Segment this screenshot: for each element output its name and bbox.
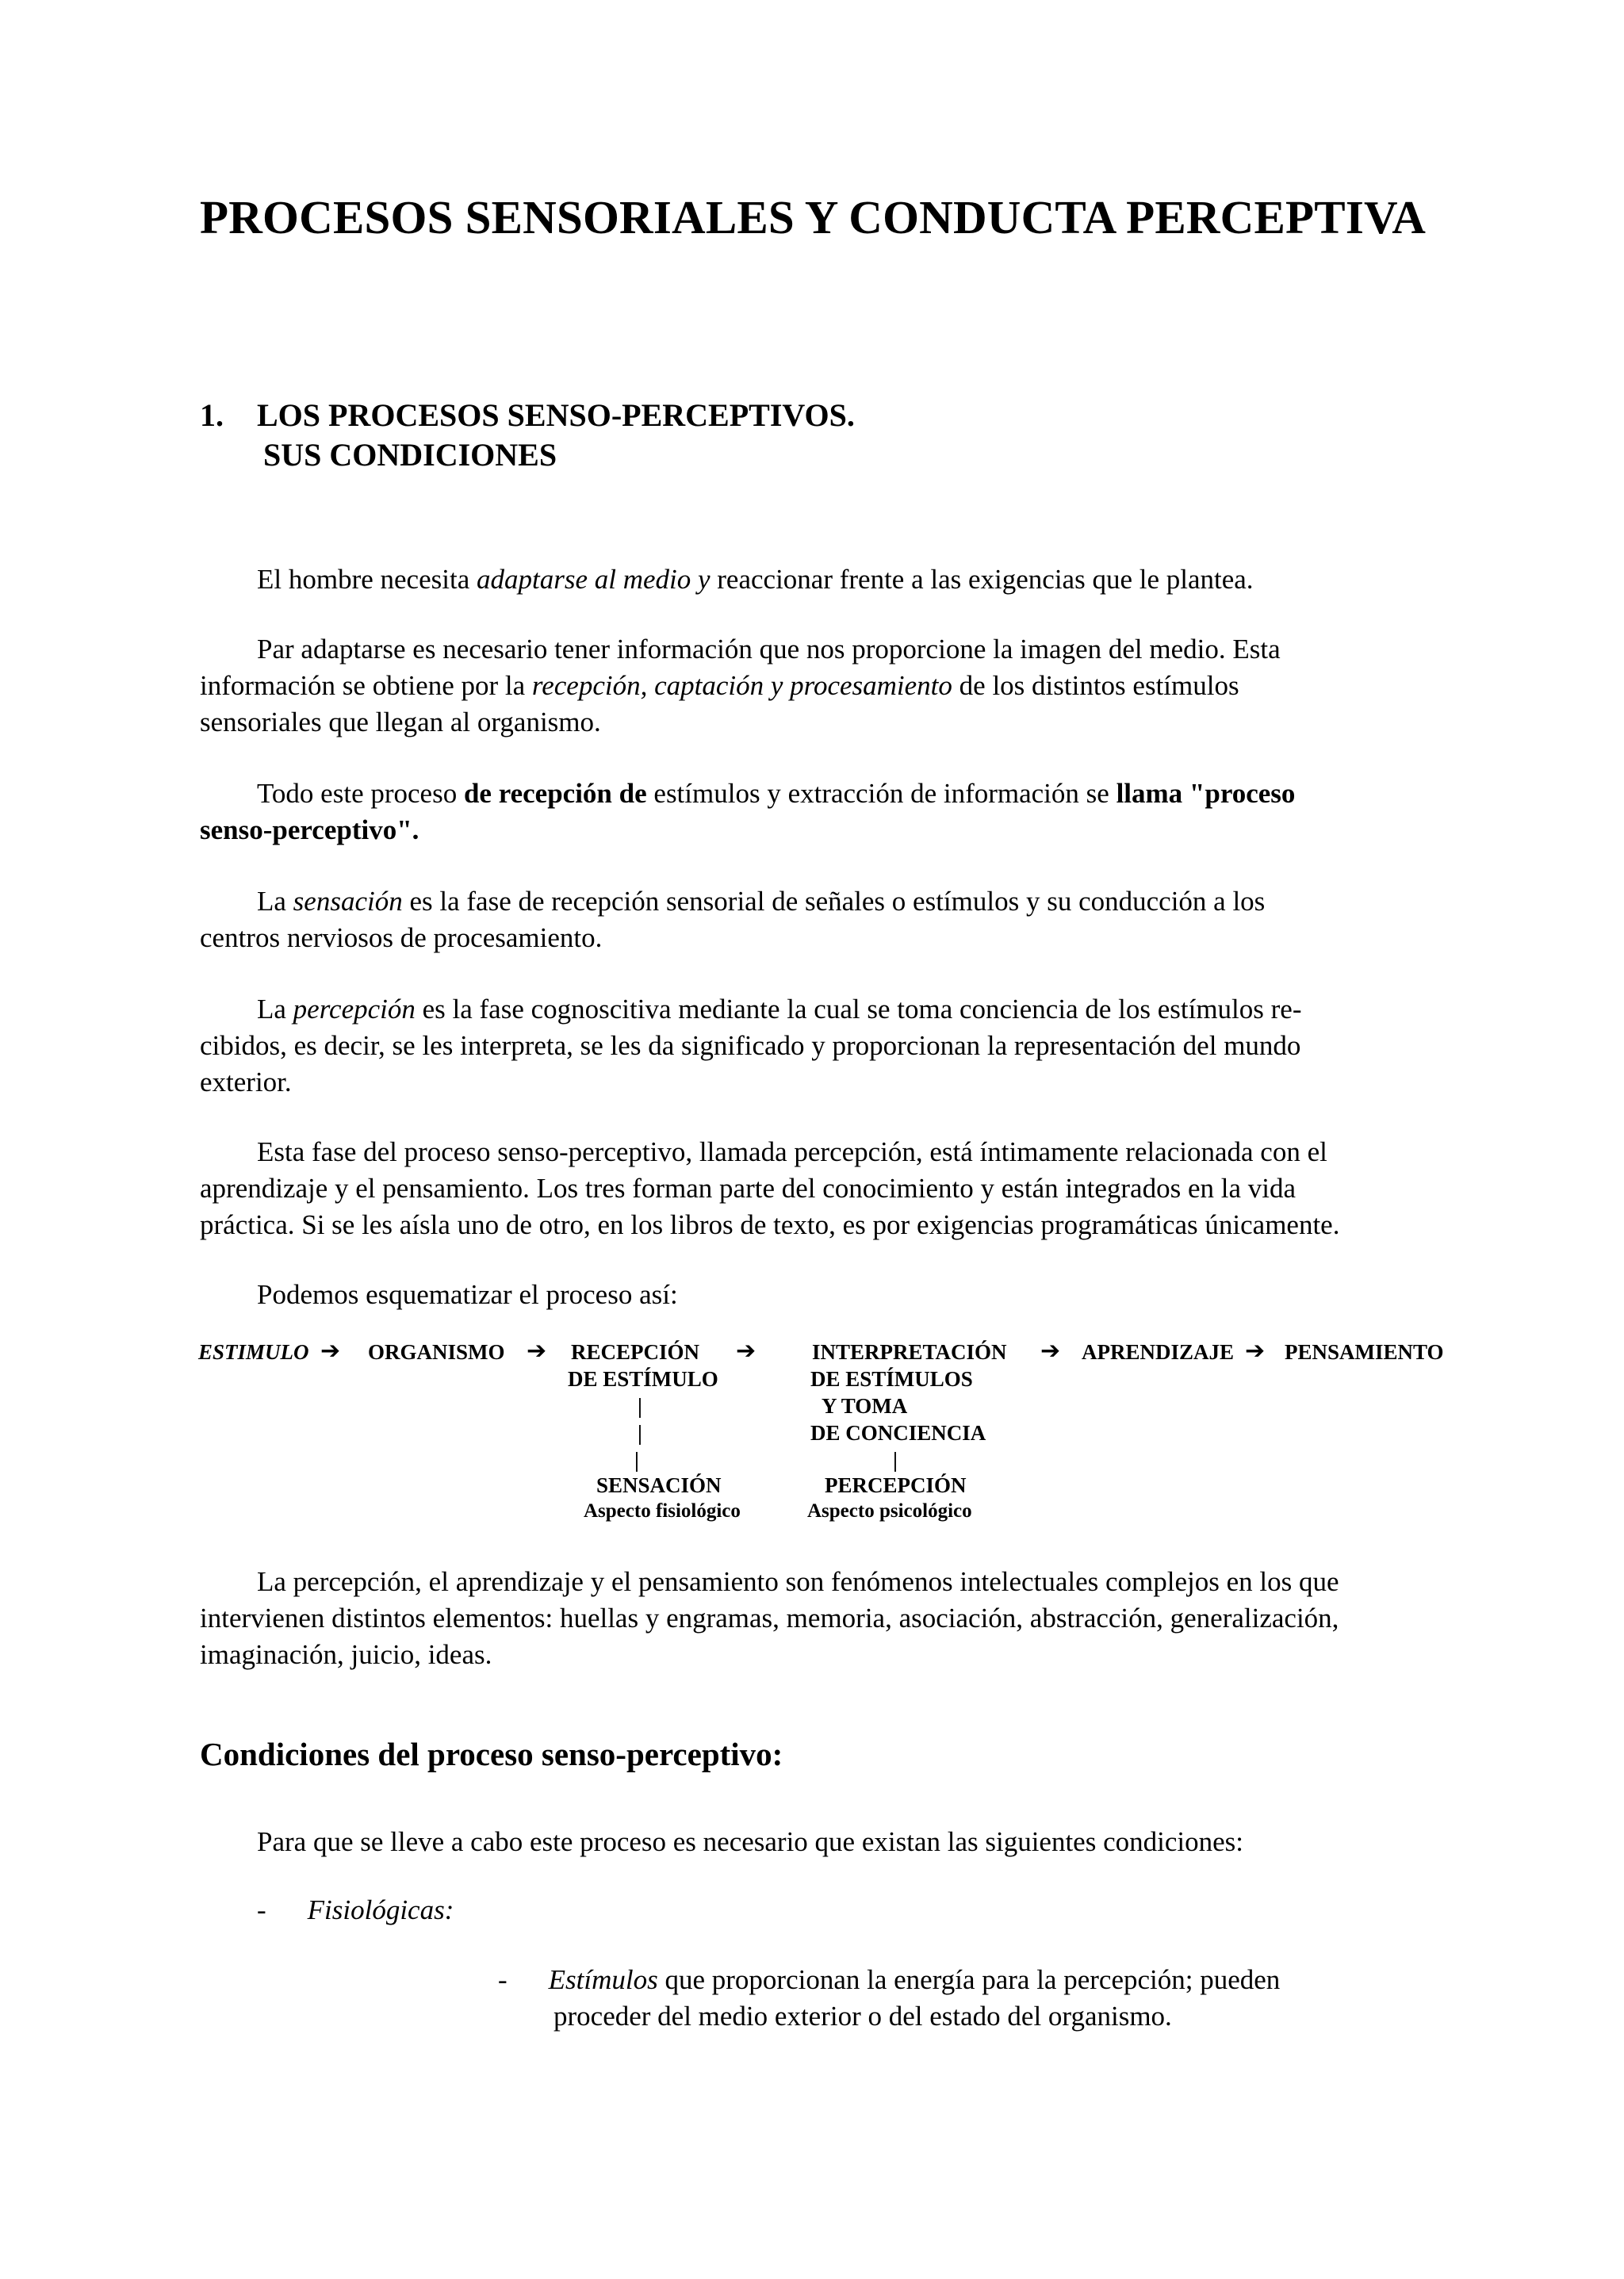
bold-run: de recepción de [463, 778, 647, 809]
list-dash: - [498, 1964, 508, 1995]
sub-list-item [498, 1962, 1450, 2035]
text-line: sensoriales que llegan al organismo. [200, 707, 601, 737]
arrow-icon: ➔ [320, 1337, 341, 1365]
text-run: Todo este proceso [257, 778, 464, 809]
text-line: Podemos esquematizar el proceso así: [257, 1279, 678, 1310]
paragraph-5 [200, 991, 1437, 1101]
diagram-organismo: ORGANISMO [368, 1340, 505, 1364]
arrow-icon: ➔ [527, 1337, 547, 1365]
diagram-aspecto-fisiologico: Aspecto fisiológico [584, 1500, 741, 1522]
italic-run: adaptarse al medio y [476, 564, 710, 595]
arrow-icon: ➔ [1245, 1337, 1266, 1365]
text-line: Esta fase del proceso senso-perceptivo, llamada percepción, está íntimamente relacionada con el [257, 1136, 1327, 1167]
text-line: Para que se lleve a cabo este proceso es necesario que existan las siguientes condiciones: [257, 1826, 1243, 1857]
text-run: reaccionar frente a las exigencias que le plantea. [710, 564, 1254, 595]
text-line: La percepción, el aprendizaje y el pensamiento son fenómenos intelectuales complejos en los que [257, 1566, 1339, 1597]
diagram-connector: | [638, 1394, 642, 1418]
section-heading: LOS PROCESOS SENSO-PERCEPTIVOS. [257, 397, 855, 433]
text-run: es la fase cognoscitiva mediante la cual se toma conciencia de los estímulos re- [415, 994, 1302, 1025]
italic-run: recepción, captación y procesamiento [531, 670, 952, 701]
diagram-recepcion: RECEPCIÓN [571, 1340, 700, 1364]
page-title: PROCESOS SENSORIALES Y CONDUCTA PERCEPTIVA [200, 191, 1427, 243]
diagram-de-conciencia: DE CONCIENCIA [810, 1421, 986, 1445]
bold-run: senso-perceptivo". [200, 814, 419, 845]
diagram-de-estimulo: DE ESTÍMULO [568, 1367, 718, 1391]
subheading: Condiciones del proceso senso-perceptivo: [200, 1736, 783, 1772]
italic-run: percepción [293, 994, 416, 1025]
paragraph-1 [200, 561, 1437, 598]
italic-run: sensación [293, 886, 403, 917]
diagram-connector: | [634, 1448, 639, 1472]
diagram-connector: | [638, 1421, 642, 1445]
italic-run: Estímulos [548, 1964, 658, 1995]
list-item [200, 1892, 1437, 1929]
paragraph-6 [200, 1134, 1437, 1243]
text-run: El hombre necesita [257, 564, 477, 595]
diagram-estimulo: ESTIMULO [198, 1340, 309, 1364]
list-item-label: Fisiológicas: [307, 1894, 454, 1925]
text-run: La [257, 994, 293, 1025]
text-run: de los distintos estímulos [952, 670, 1239, 701]
section-number: 1. [200, 397, 224, 433]
paragraph-7 [200, 1277, 1437, 1313]
paragraph-3 [200, 776, 1437, 848]
diagram-sensacion: SENSACIÓN [596, 1473, 722, 1497]
text-line: aprendizaje y el pensamiento. Los tres forman parte del conocimiento y están integrados en la vida [200, 1173, 1297, 1204]
text-line: imaginación, juicio, ideas. [200, 1639, 492, 1670]
diagram-y-toma: Y TOMA [822, 1394, 908, 1418]
text-run: La [257, 886, 293, 917]
text-line: intervienen distintos elementos: huellas y engramas, memoria, asociación, abstracción, generalización, [200, 1603, 1339, 1634]
diagram-percepcion: PERCEPCIÓN [825, 1473, 967, 1497]
text-line: práctica. Si se les aísla uno de otro, en los libros de texto, es por exigencias programáticas únicamente. [200, 1209, 1340, 1240]
diagram-aprendizaje: APRENDIZAJE [1082, 1340, 1235, 1364]
text-run: es la fase de recepción sensorial de señales o estímulos y su conducción a los [402, 886, 1266, 917]
diagram-connector: | [893, 1448, 898, 1472]
text-line: Par adaptarse es necesario tener información que nos proporcione la imagen del medio. Esta [257, 634, 1281, 665]
diagram-pensamiento: PENSAMIENTO [1285, 1340, 1444, 1364]
diagram-interpretacion: INTERPRETACIÓN [812, 1340, 1007, 1364]
paragraph-9 [200, 1824, 1437, 1860]
paragraph-2 [200, 631, 1437, 741]
text-run: estímulos y extracción de información se [646, 778, 1116, 809]
section-heading-line2: SUS CONDICIONES [263, 437, 557, 473]
arrow-icon: ➔ [736, 1337, 756, 1365]
text-line: centros nerviosos de procesamiento. [200, 922, 603, 953]
text-run: que proporcionan la energía para la percepción; pueden [657, 1964, 1281, 1995]
text-run: información se obtiene por la [200, 670, 532, 701]
text-line: cibidos, es decir, se les interpreta, se les da significado y proporcionan la representación del mundo [200, 1030, 1301, 1061]
bold-run: llama "proceso [1116, 778, 1296, 809]
paragraph-4 [200, 883, 1437, 956]
text-line: proceder del medio exterior o del estado del organismo. [553, 2001, 1172, 2032]
diagram-de-estimulos: DE ESTÍMULOS [810, 1367, 973, 1391]
diagram-aspecto-psicologico: Aspecto psicológico [807, 1500, 972, 1522]
list-dash: - [257, 1894, 266, 1925]
paragraph-8 [200, 1564, 1437, 1673]
arrow-icon: ➔ [1040, 1337, 1061, 1365]
text-line: exterior. [200, 1067, 292, 1097]
